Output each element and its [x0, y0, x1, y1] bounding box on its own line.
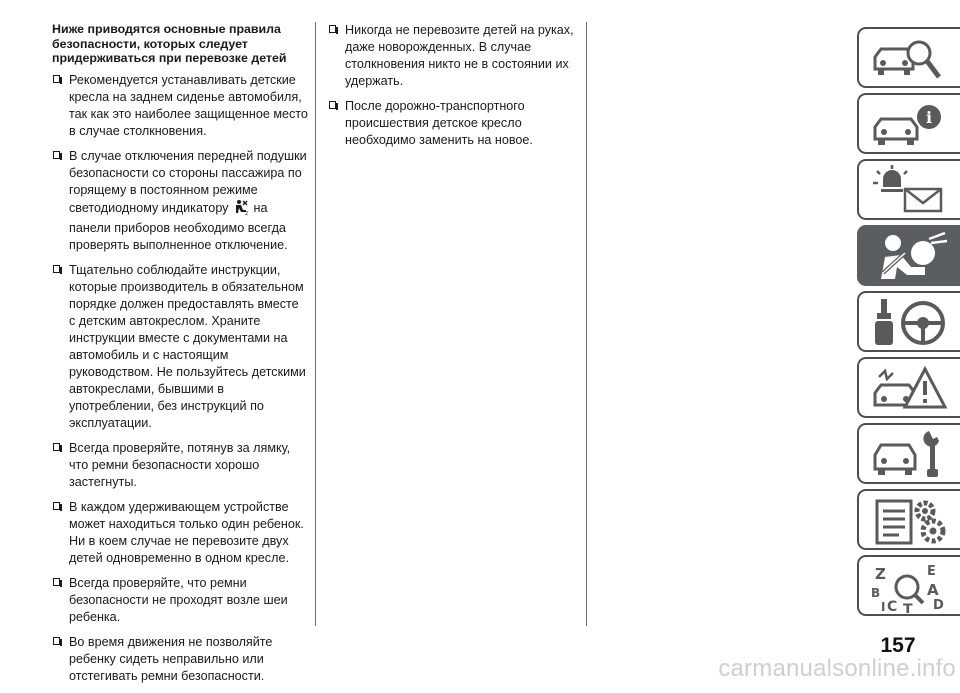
warning-light-envelope-icon — [867, 165, 951, 217]
column-divider — [315, 22, 316, 626]
document-gears-icon — [867, 495, 951, 547]
list-item-text: В случае отключения передней подушки безопасности со стороны пассажира по горящему в постоянном режиме светодиодному индикатору — [69, 148, 307, 215]
svg-text:B: B — [871, 586, 881, 600]
svg-text:A: A — [927, 581, 939, 599]
list-item — [52, 148, 308, 254]
list-item — [328, 98, 578, 149]
left-column — [52, 22, 308, 693]
svg-text:D: D — [933, 598, 944, 613]
svg-text:I: I — [881, 600, 886, 613]
checkbox-bullet-icon — [53, 75, 60, 83]
checkbox-bullet-icon — [53, 502, 60, 510]
list-item-text: Тщательно соблюдайте инструкции, которые производитель в обязательном порядке должен предоставлять вместе с детским автокреслом. Храните инструкции вместе с документами на автомобиль и с настоящим руководством. Не пользуйтесь детскими автокреслами, бывшими в употреблении, без инструкций по эксплуатации. — [69, 262, 306, 430]
tab-index[interactable] — [857, 555, 960, 616]
car-emergency-icon — [867, 363, 951, 415]
checkbox-bullet-icon — [53, 443, 60, 451]
tab-car-info[interactable] — [857, 93, 960, 154]
svg-text:E: E — [927, 564, 936, 579]
list-item — [52, 499, 308, 567]
list-item-text: Всегда проверяйте, что ремни безопасности не проходят возле шеи ребенка. — [69, 575, 288, 624]
watermark: carmanualsonline.info — [718, 655, 956, 682]
list-item — [52, 440, 308, 491]
checkbox-bullet-icon — [329, 25, 336, 33]
tab-warning-lights[interactable] — [857, 159, 960, 220]
tab-key-steering[interactable] — [857, 291, 960, 352]
passenger-airbag-off-icon — [233, 199, 249, 220]
list-item — [52, 575, 308, 626]
list-item — [52, 72, 308, 140]
tab-technical-data[interactable] — [857, 489, 960, 550]
list-item-text: на панели приборов необходимо всегда проверять выполненное отключение. — [69, 200, 288, 252]
list-item-text: В каждом удерживающем устройстве может находиться только один ребенок. Ни в коем случае не перевозите двух детей одновременно в одном кресле. — [69, 499, 304, 565]
svg-text:i: i — [926, 108, 933, 127]
seatbelt-airbag-icon — [867, 231, 951, 283]
svg-text:Z: Z — [875, 565, 886, 583]
list-item — [52, 262, 308, 432]
page-number: 157 — [880, 634, 916, 657]
checkbox-bullet-icon — [53, 637, 60, 645]
checkbox-bullet-icon — [53, 265, 60, 273]
list-item-text: После дорожно-транспортного происшествия детское кресло необходимо заменить на новое. — [345, 99, 533, 147]
tab-car-magnifier[interactable] — [857, 27, 960, 88]
section-heading: Ниже приводятся основные правила безопасности, которых следует придерживаться при перевозке детей — [52, 22, 287, 65]
car-magnifier-icon — [867, 33, 951, 85]
tab-safety[interactable] — [857, 225, 960, 286]
right-column — [328, 22, 578, 157]
list-item — [328, 22, 578, 90]
tab-maintenance[interactable] — [857, 423, 960, 484]
checkbox-bullet-icon — [53, 151, 60, 159]
list-item-text: Рекомендуется устанавливать детские кресла на заднем сиденье автомобиля, так как это наиболее защищенное место в случае столкновения. — [69, 72, 308, 138]
list-item-text: Всегда проверяйте, потянув за лямку, что ремни безопасности хорошо застегнуты. — [69, 440, 291, 489]
list-item — [52, 634, 308, 685]
checkbox-bullet-icon — [53, 578, 60, 586]
alphabet-index-icon — [867, 561, 951, 613]
car-wrench-icon — [867, 429, 951, 481]
car-info-icon — [867, 99, 951, 151]
list-item-text: Во время движения не позволяйте ребенку сидеть неправильно или отстегивать ремни безопасности. — [69, 634, 273, 683]
checkbox-bullet-icon — [329, 101, 336, 109]
list-item-text: Никогда не перевозите детей на руках, даже новорожденных. В случае столкновения никто не в состоянии их удержать. — [345, 23, 574, 88]
key-steering-wheel-icon — [867, 297, 951, 349]
column-divider — [586, 22, 587, 626]
svg-text:C: C — [887, 599, 898, 613]
tab-emergency[interactable] — [857, 357, 960, 418]
svg-text:T: T — [903, 602, 913, 613]
svg-text:2: 2 — [244, 210, 249, 215]
